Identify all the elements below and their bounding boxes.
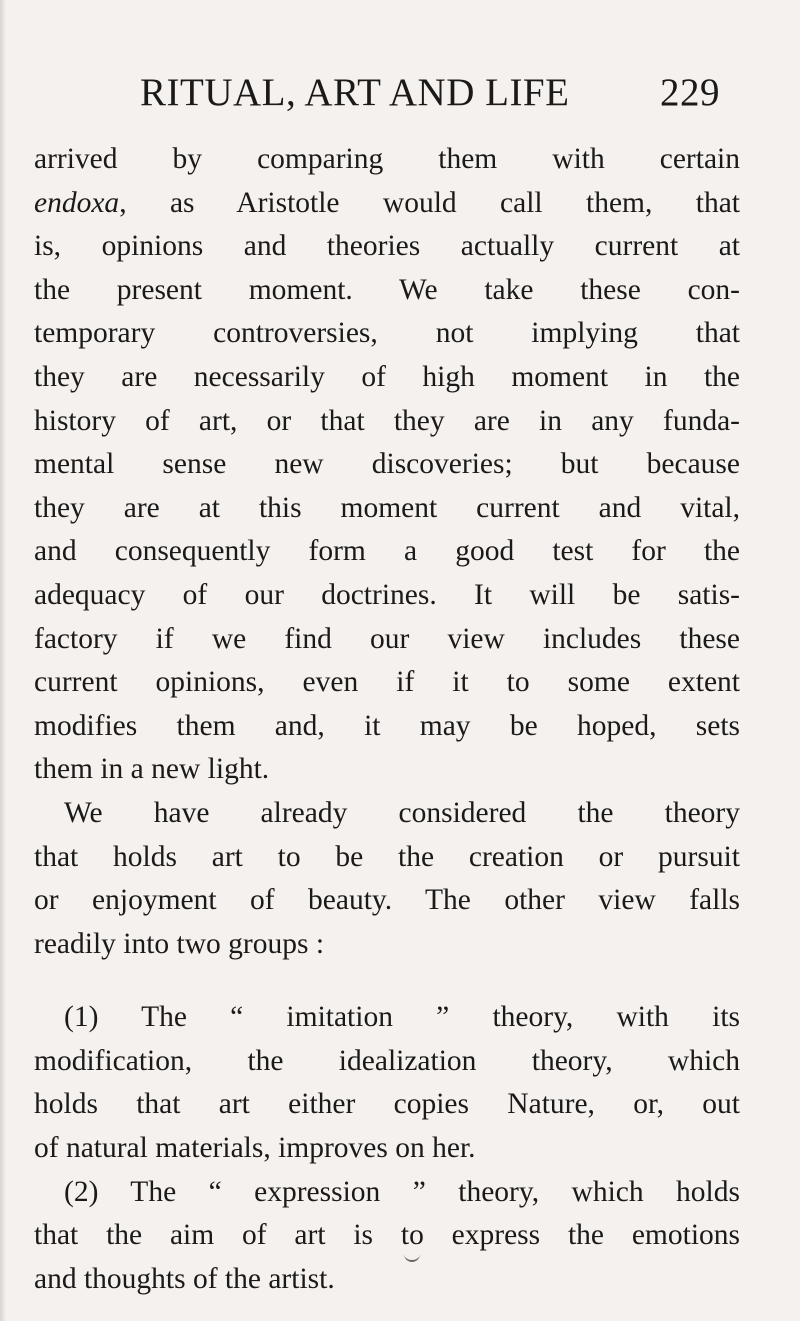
text-line: (2) The “ expression ” theory, which holds (64, 1175, 740, 1208)
text-line: and thoughts of the artist. (34, 1262, 335, 1295)
text-line: they are necessarily of high moment in the (34, 360, 740, 393)
paragraph-gap (34, 966, 740, 996)
text-line: them in a new light. (34, 753, 270, 786)
text-line: temporary controversies, not implying that (34, 317, 740, 350)
text-line: that holds art to be the creation or pursuit (34, 840, 740, 873)
text-line: holds that art either copies Nature, or, out (34, 1088, 740, 1121)
text-line: current opinions, even if it to some extent (34, 666, 740, 699)
text-line: arrived by comparing them with certain (34, 143, 740, 175)
text-line-rest: , as Aristotle would call them, that (119, 186, 740, 219)
body-text (34, 138, 740, 1301)
text-line: (1) The “ imitation ” theory, with its (64, 1001, 740, 1034)
text-line: that the aim of art is to express the emotions (34, 1219, 740, 1252)
page-number: 229 (660, 71, 720, 114)
text-line: history of art, or that they are in any funda- (34, 404, 740, 437)
text-line: modifies them and, it may be hoped, sets (34, 709, 740, 742)
text-line: modification, the idealization theory, which (34, 1044, 740, 1077)
text-line: readily into two groups : (34, 927, 325, 960)
text-line: and consequently form a good test for the (34, 535, 740, 568)
text-line: factory if we find our view includes these (34, 622, 740, 655)
text-line: the present moment. We take these con- (34, 273, 740, 306)
text-line: or enjoyment of beauty. The other view falls (34, 884, 740, 917)
text-line (34, 182, 740, 226)
text-line: of natural materials, improves on her. (34, 1132, 476, 1165)
page-gutter-shadow (0, 0, 6, 1321)
text-line: adequacy of our doctrines. It will be satis- (34, 578, 740, 611)
text-line: they are at this moment current and vital, (34, 491, 740, 524)
text-line: mental sense new discoveries; but because (34, 448, 740, 481)
running-head-title: RITUAL, ART AND LIFE (140, 71, 570, 114)
text-line: We have already considered the theory (64, 796, 740, 829)
text-line: is, opinions and theories actually current at (34, 230, 740, 263)
italic-term: endoxa (34, 186, 120, 219)
